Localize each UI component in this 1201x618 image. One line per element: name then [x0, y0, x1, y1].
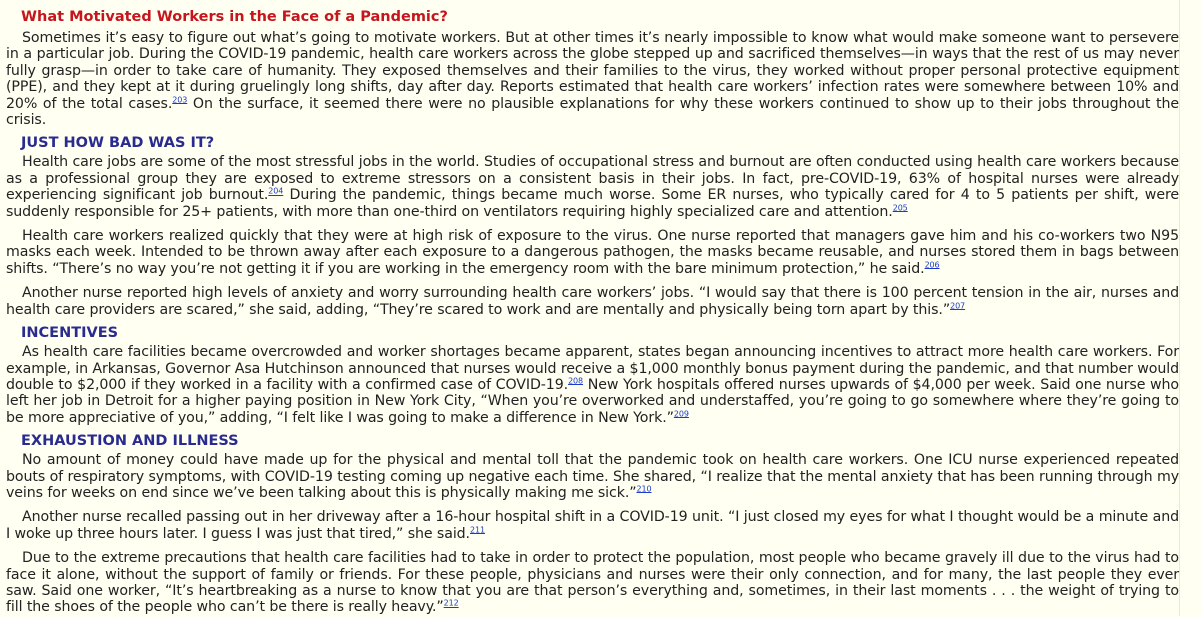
- footnote-link-204[interactable]: 204: [268, 186, 284, 196]
- paragraph: [6, 344, 1179, 426]
- paragraph-text: Due to the extreme precautions that health care facilities had to take in order to protect the population, most people who became gravely ill due to the virus had to face it alone, without the support of family or friends. For these people, physicians and nurses were their only connection, and for many, the last people they ever saw. Said one worker, “It’s heartbreaking as a nurse to know that you are that person’s everything and, sometimes, in their last moments . . . the weight of trying to fill the shoes of the people who can’t be there is really heavy.”: [6, 550, 1179, 616]
- section-heading-just-how-bad: JUST HOW BAD WAS IT?: [21, 135, 215, 152]
- footnote-link-203[interactable]: 203: [172, 94, 188, 104]
- footnote-ref: [470, 525, 485, 534]
- paragraph: [6, 550, 1179, 616]
- paragraph-text: As health care facilities became overcrowded and worker shortages became apparent, states began announcing incentives to attract more health care workers. For example, in Arkansas, Governor Asa Hutchinson announced that nurses would receive a $1,000 monthly bonus payment during the pandemic, and that number would double to $2,000 if they worked in a facility with a confirmed case of COVID-19.: [6, 344, 1179, 393]
- footnote-ref: [893, 203, 908, 212]
- footnote-link-212[interactable]: 212: [443, 598, 459, 608]
- paragraph-text: Health care jobs are some of the most stressful jobs in the world. Studies of occupational stress and burnout are often conducted using health care workers because as a professional group they are exposed to extreme stressors on a consistent basis in their jobs. In fact, pre-COVID-19, 63% of hospital nurses were already experiencing significant job burnout.: [6, 154, 1179, 204]
- paragraph-text: Another nurse reported high levels of anxiety and worry surrounding health care workers’ jobs. “I would say that there is 100 percent tension in the air, nurses and health care providers are scared,” she said, adding, “They’re scared to work and are mentally and physically being torn apart by this.”: [6, 285, 1179, 318]
- paragraph: [6, 228, 1179, 277]
- footnote-ref: [925, 260, 940, 269]
- footnote-link-211[interactable]: 211: [469, 525, 485, 535]
- page-title: What Motivated Workers in the Face of a Pandemic?: [21, 9, 448, 25]
- footnote-link-210[interactable]: 210: [636, 484, 652, 494]
- footnote-link-207[interactable]: 207: [950, 300, 966, 310]
- intro-paragraph: [6, 30, 1179, 128]
- footnote-ref: [950, 301, 965, 310]
- paragraph-text: No amount of money could have made up for the physical and mental toll that the pandemic took on health care workers. One ICU nurse experienced repeated bouts of respiratory symptoms, with COVID-19 testing coming up negative each time. She shared, “I realize that the mental anxiety that has been running through my veins for weeks on end since we’ve been talking about this is physically making me sick.”: [6, 452, 1179, 501]
- paragraph: [6, 154, 1179, 220]
- paragraph: [6, 452, 1179, 501]
- footnote-ref: [568, 376, 583, 385]
- footnote-ref: [172, 95, 187, 104]
- footnote-ref: [268, 187, 283, 196]
- paragraph-text: Sometimes it’s easy to figure out what’s going to motivate workers. But at other times it’s nearly impossible to know what would make someone want to persevere in a particular job. During the COVID-19 pandemic, health care workers across the globe stepped up and sacrificed themselves—in ways that the rest of us may never fully grasp—in order to take care of humanity. They exposed themselves and their families to the virus, they worked without proper personal protective equipment (PPE), and they kept at it during gruelingly long shifts, day after day. Reports estimated that health care workers’ infection rates were somewhere between 10% and 20% of the total cases.: [6, 30, 1179, 112]
- paragraph-text: On the surface, it seemed there were no plausible explanations for why these workers continued to show up to their jobs throughout the crisis.: [6, 95, 1179, 129]
- paragraph-text: New York hospitals offered nurses upwards of $4,000 per week. Said one nurse who left her job in Detroit for a higher paying position in New York City, “When you’re overworked and understaffed, you’re going to go somewhere where they’re going to be more appreciative of you,” adding, “I felt like I was going to make a difference in New York.”: [6, 376, 1179, 426]
- paragraph: [6, 509, 1179, 542]
- footnote-ref: [444, 599, 459, 608]
- paragraph-text: Health care workers realized quickly that they were at high risk of exposure to the virus. One nurse reported that managers gave him and his co-workers two N95 masks each week. Intended to be thrown away after each exposure to a dangerous pathogen, the masks became reusable, and nurses stored them in bags between shifts. “There’s no way you’re not getting it if you are working in the emergency room with the bare minimum protection,” he said.: [6, 228, 1179, 277]
- section-heading-incentives: INCENTIVES: [21, 325, 119, 342]
- footnote-link-209[interactable]: 209: [673, 408, 689, 418]
- section-heading-exhaustion: EXHAUSTION AND ILLNESS: [21, 433, 239, 450]
- footnote-ref: [637, 484, 652, 493]
- footnote-link-206[interactable]: 206: [924, 260, 940, 270]
- footnote-link-208[interactable]: 208: [568, 376, 584, 386]
- paragraph-text: During the pandemic, things became much worse. Some ER nurses, who typically cared for 4 to 5 patients per shift, were suddenly responsible for 25+ patients, with more than one-third on ventilators requiring highly specialized care and attention.: [6, 187, 1179, 220]
- footnote-link-205[interactable]: 205: [892, 202, 908, 212]
- paragraph: [6, 285, 1179, 318]
- paragraph-text: Another nurse recalled passing out in her driveway after a 16-hour hospital shift in a COVID-19 unit. “I just closed my eyes for what I thought would be a minute and I woke up three hours later. I guess I was just that tired,” she said.: [6, 509, 1179, 542]
- footnote-ref: [674, 409, 689, 418]
